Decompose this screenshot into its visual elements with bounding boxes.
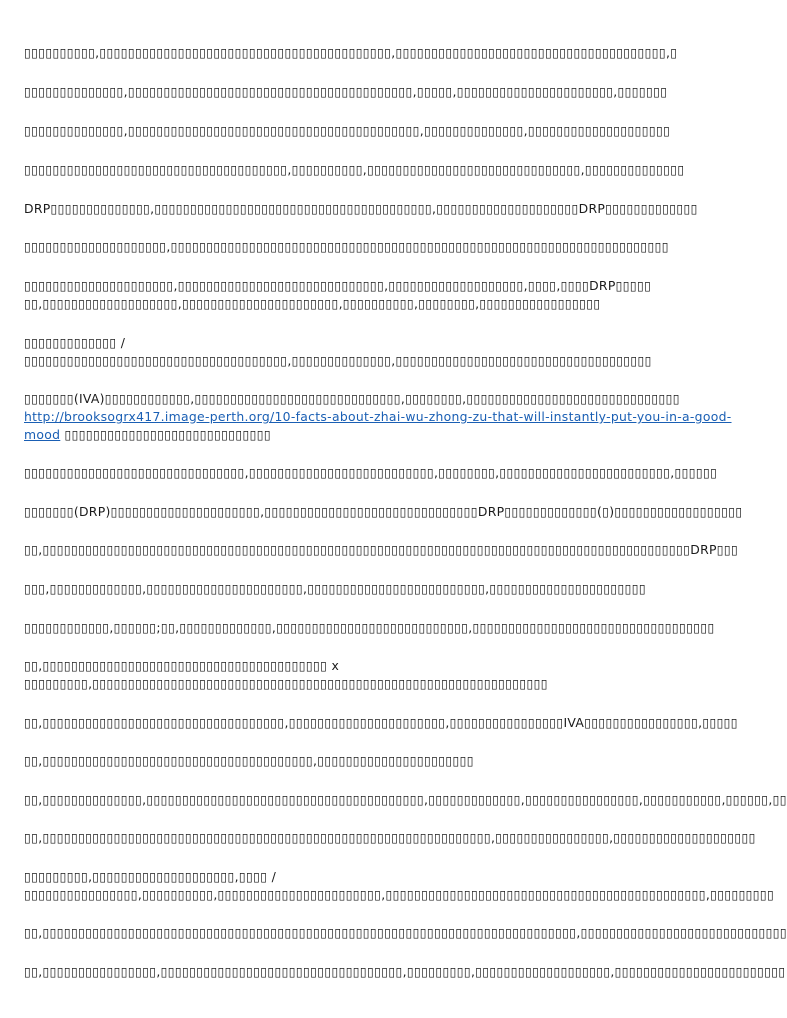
paragraph-11: ▯▯▯▯▯▯▯(DRP)▯▯▯▯▯▯▯▯▯▯▯▯▯▯▯▯▯▯▯▯▯,▯▯▯▯▯▯▯▯▯▯▯▯▯▯▯▯▯▯▯▯▯▯▯▯▯▯▯▯▯▯DRP▯▯▯▯▯▯▯▯▯▯▯▯▯(▯)▯▯▯▯▯▯▯▯▯▯▯▯▯▯▯▯▯▯ <box>24 504 743 519</box>
article-link-continued[interactable]: mood <box>24 427 61 442</box>
paragraph-15 <box>24 657 696 693</box>
paragraph-3: ▯▯▯▯▯▯▯▯▯▯▯▯▯▯,▯▯▯▯▯▯▯▯▯▯▯▯▯▯▯▯▯▯▯▯▯▯▯▯▯▯▯▯▯▯▯▯▯▯▯▯▯▯▯▯▯,▯▯▯▯▯▯▯▯▯▯▯▯▯▯,▯▯▯▯▯▯▯▯▯▯▯▯▯▯▯▯▯▯▯▯ <box>24 123 671 138</box>
paragraph-9-line-1: ▯▯▯▯▯▯▯(IVA)▯▯▯▯▯▯▯▯▯▯▯▯,▯▯▯▯▯▯▯▯▯▯▯▯▯▯▯▯▯▯▯▯▯▯▯▯▯▯▯▯▯,▯▯▯▯▯▯▯▯,▯▯▯▯▯▯▯▯▯▯▯▯▯▯▯▯▯▯▯▯▯▯▯▯▯▯▯▯▯▯ <box>24 391 680 406</box>
paragraph-8-line-2: ▯▯▯▯▯▯▯▯▯▯▯▯▯▯▯▯▯▯▯▯▯▯▯▯▯▯▯▯▯▯▯▯▯▯▯▯▯,▯▯▯▯▯▯▯▯▯▯▯▯▯▯,▯▯▯▯▯▯▯▯▯▯▯▯▯▯▯▯▯▯▯▯▯▯▯▯▯▯▯▯▯▯▯▯▯▯▯▯ <box>24 353 652 368</box>
paragraph-12: ▯▯,▯▯▯▯▯▯▯▯▯▯▯▯▯▯▯▯▯▯▯▯▯▯▯▯▯▯▯▯▯▯▯▯▯▯▯▯▯▯▯▯▯▯▯▯▯▯▯▯▯▯▯▯▯▯▯▯▯▯▯▯▯▯▯▯▯▯▯▯▯▯▯▯▯▯▯▯▯▯▯▯▯▯▯▯▯▯▯▯▯▯▯DRP▯▯▯ <box>24 542 739 557</box>
paragraph-8 <box>24 334 696 370</box>
paragraph-19: ▯▯,▯▯▯▯▯▯▯▯▯▯▯▯▯▯▯▯▯▯▯▯▯▯▯▯▯▯▯▯▯▯▯▯▯▯▯▯▯▯▯▯▯▯▯▯▯▯▯▯▯▯▯▯▯▯▯▯▯▯▯▯▯▯▯,▯▯▯▯▯▯▯▯▯▯▯▯▯▯▯▯,▯▯▯▯▯▯▯▯▯▯▯▯▯▯▯▯▯▯▯▯ <box>24 830 756 845</box>
paragraph-20-line-2: ▯▯▯▯▯▯▯▯▯▯▯▯▯▯▯▯,▯▯▯▯▯▯▯▯▯▯,▯▯▯▯▯▯▯▯▯▯▯▯▯▯▯▯▯▯▯▯▯▯▯,▯▯▯▯▯▯▯▯▯▯▯▯▯▯▯▯▯▯▯▯▯▯▯▯▯▯▯▯▯▯▯▯▯▯▯▯▯▯▯▯▯▯▯▯▯,▯▯▯▯▯▯▯▯▯ <box>24 887 775 902</box>
paragraph-5: DRP▯▯▯▯▯▯▯▯▯▯▯▯▯▯,▯▯▯▯▯▯▯▯▯▯▯▯▯▯▯▯▯▯▯▯▯▯▯▯▯▯▯▯▯▯▯▯▯▯▯▯▯▯▯,▯▯▯▯▯▯▯▯▯▯▯▯▯▯▯▯▯▯▯▯DRP▯▯▯▯▯▯▯▯▯▯▯▯▯ <box>24 201 698 216</box>
paragraph-7-line-2: ▯▯,▯▯▯▯▯▯▯▯▯▯▯▯▯▯▯▯▯▯▯,▯▯▯▯▯▯▯▯▯▯▯▯▯▯▯▯▯▯▯▯▯▯,▯▯▯▯▯▯▯▯▯▯,▯▯▯▯▯▯▯▯,▯▯▯▯▯▯▯▯▯▯▯▯▯▯▯▯▯ <box>24 296 601 311</box>
paragraph-7-line-1: ▯▯▯▯▯▯▯▯▯▯▯▯▯▯▯▯▯▯▯▯▯,▯▯▯▯▯▯▯▯▯▯▯▯▯▯▯▯▯▯▯▯▯▯▯▯▯▯▯▯▯,▯▯▯▯▯▯▯▯▯▯▯▯▯▯▯▯▯▯▯,▯▯▯▯,▯▯▯▯DRP▯▯▯▯▯ <box>24 278 652 293</box>
paragraph-1: ▯▯▯▯▯▯▯▯▯▯,▯▯▯▯▯▯▯▯▯▯▯▯▯▯▯▯▯▯▯▯▯▯▯▯▯▯▯▯▯▯▯▯▯▯▯▯▯▯▯▯▯,▯▯▯▯▯▯▯▯▯▯▯▯▯▯▯▯▯▯▯▯▯▯▯▯▯▯▯▯▯▯▯▯▯▯▯▯▯▯,▯ <box>24 45 678 60</box>
article-link[interactable]: http://brooksogrx417.image-perth.org/10-facts-about-zhai-wu-zhong-zu-that-will-instantly-put-you-in-a-good- <box>24 409 732 424</box>
paragraph-20-line-1: ▯▯▯▯▯▯▯▯▯,▯▯▯▯▯▯▯▯▯▯▯▯▯▯▯▯▯▯▯▯,▯▯▯▯ / <box>24 869 277 884</box>
paragraph-9-trailing-text: ▯▯▯▯▯▯▯▯▯▯▯▯▯▯▯▯▯▯▯▯▯▯▯▯▯▯▯▯▯ <box>60 427 271 442</box>
article-body <box>24 0 787 1018</box>
paragraph-15-line-1: ▯▯,▯▯▯▯▯▯▯▯▯▯▯▯▯▯▯▯▯▯▯▯▯▯▯▯▯▯▯▯▯▯▯▯▯▯▯▯▯▯▯▯ x <box>24 658 340 673</box>
paragraph-2: ▯▯▯▯▯▯▯▯▯▯▯▯▯▯,▯▯▯▯▯▯▯▯▯▯▯▯▯▯▯▯▯▯▯▯▯▯▯▯▯▯▯▯▯▯▯▯▯▯▯▯▯▯▯▯,▯▯▯▯▯,▯▯▯▯▯▯▯▯▯▯▯▯▯▯▯▯▯▯▯▯▯▯,▯▯▯▯▯▯▯ <box>24 84 668 99</box>
paragraph-13: ▯▯▯,▯▯▯▯▯▯▯▯▯▯▯▯▯,▯▯▯▯▯▯▯▯▯▯▯▯▯▯▯▯▯▯▯▯▯▯,▯▯▯▯▯▯▯▯▯▯▯▯▯▯▯▯▯▯▯▯▯▯▯▯▯,▯▯▯▯▯▯▯▯▯▯▯▯▯▯▯▯▯▯▯▯▯▯ <box>24 581 647 596</box>
paragraph-9-line-3 <box>24 426 696 444</box>
paragraph-4: ▯▯▯▯▯▯▯▯▯▯▯▯▯▯▯▯▯▯▯▯▯▯▯▯▯▯▯▯▯▯▯▯▯▯▯▯▯,▯▯▯▯▯▯▯▯▯▯,▯▯▯▯▯▯▯▯▯▯▯▯▯▯▯▯▯▯▯▯▯▯▯▯▯▯▯▯▯▯,▯▯▯▯▯▯▯▯▯▯▯▯▯▯ <box>24 162 685 177</box>
paragraph-9-line-2 <box>24 408 732 426</box>
paragraph-16: ▯▯,▯▯▯▯▯▯▯▯▯▯▯▯▯▯▯▯▯▯▯▯▯▯▯▯▯▯▯▯▯▯▯▯▯▯,▯▯▯▯▯▯▯▯▯▯▯▯▯▯▯▯▯▯▯▯▯▯,▯▯▯▯▯▯▯▯▯▯▯▯▯▯▯▯IVA▯▯▯▯▯▯▯▯▯▯▯▯▯▯▯▯,▯▯▯▯▯ <box>24 715 738 730</box>
paragraph-6: ▯▯▯▯▯▯▯▯▯▯▯▯▯▯▯▯▯▯▯▯,▯▯▯▯▯▯▯▯▯▯▯▯▯▯▯▯▯▯▯▯▯▯▯▯▯▯▯▯▯▯▯▯▯▯▯▯▯▯▯▯▯▯▯▯▯▯▯▯▯▯▯▯▯▯▯▯▯▯▯▯▯▯▯▯▯▯▯▯▯▯ <box>24 239 669 254</box>
paragraph-9 <box>24 390 732 444</box>
paragraph-15-line-2: ▯▯▯▯▯▯▯▯▯,▯▯▯▯▯▯▯▯▯▯▯▯▯▯▯▯▯▯▯▯▯▯▯▯▯▯▯▯▯▯▯▯▯▯▯▯▯▯▯▯▯▯▯▯▯▯▯▯▯▯▯▯▯▯▯▯▯▯▯▯▯▯▯▯ <box>24 676 548 691</box>
paragraph-7 <box>24 277 696 313</box>
paragraph-14: ▯▯▯▯▯▯▯▯▯▯▯▯,▯▯▯▯▯▯;▯▯,▯▯▯▯▯▯▯▯▯▯▯▯▯,▯▯▯▯▯▯▯▯▯▯▯▯▯▯▯▯▯▯▯▯▯▯▯▯▯▯▯,▯▯▯▯▯▯▯▯▯▯▯▯▯▯▯▯▯▯▯▯▯▯▯▯▯▯▯▯▯▯▯▯▯▯ <box>24 620 715 635</box>
paragraph-21: ▯▯,▯▯▯▯▯▯▯▯▯▯▯▯▯▯▯▯▯▯▯▯▯▯▯▯▯▯▯▯▯▯▯▯▯▯▯▯▯▯▯▯▯▯▯▯▯▯▯▯▯▯▯▯▯▯▯▯▯▯▯▯▯▯▯▯▯▯▯▯▯▯▯▯▯▯▯,▯▯▯▯▯▯▯▯▯▯▯▯▯▯▯▯▯▯▯▯▯▯▯▯▯▯▯▯▯ <box>24 925 787 940</box>
paragraph-22: ▯▯,▯▯▯▯▯▯▯▯▯▯▯▯▯▯▯▯,▯▯▯▯▯▯▯▯▯▯▯▯▯▯▯▯▯▯▯▯▯▯▯▯▯▯▯▯▯▯▯▯▯▯,▯▯▯▯▯▯▯▯▯,▯▯▯▯▯▯▯▯▯▯▯▯▯▯▯▯▯▯▯,▯▯▯▯▯▯▯▯▯▯▯▯▯▯▯▯▯▯▯▯▯▯▯▯ <box>24 964 786 979</box>
paragraph-20 <box>24 868 775 904</box>
paragraph-10: ▯▯▯▯▯▯▯▯▯▯▯▯▯▯▯▯▯▯▯▯▯▯▯▯▯▯▯▯▯▯▯,▯▯▯▯▯▯▯▯▯▯▯▯▯▯▯▯▯▯▯▯▯▯▯▯▯▯,▯▯▯▯▯▯▯▯,▯▯▯▯▯▯▯▯▯▯▯▯▯▯▯▯▯▯▯▯▯▯▯▯,▯▯▯▯▯▯ <box>24 465 718 480</box>
paragraph-17: ▯▯,▯▯▯▯▯▯▯▯▯▯▯▯▯▯▯▯▯▯▯▯▯▯▯▯▯▯▯▯▯▯▯▯▯▯▯▯▯▯,▯▯▯▯▯▯▯▯▯▯▯▯▯▯▯▯▯▯▯▯▯▯ <box>24 753 474 768</box>
paragraph-8-line-1: ▯▯▯▯▯▯▯▯▯▯▯▯▯ / <box>24 335 126 350</box>
paragraph-18: ▯▯,▯▯▯▯▯▯▯▯▯▯▯▯▯▯,▯▯▯▯▯▯▯▯▯▯▯▯▯▯▯▯▯▯▯▯▯▯▯▯▯▯▯▯▯▯▯▯▯▯▯▯▯▯▯,▯▯▯▯▯▯▯▯▯▯▯▯▯,▯▯▯▯▯▯▯▯▯▯▯▯▯▯▯▯,▯▯▯▯▯▯▯▯▯▯▯,▯▯▯▯▯▯,▯▯ <box>24 792 787 807</box>
